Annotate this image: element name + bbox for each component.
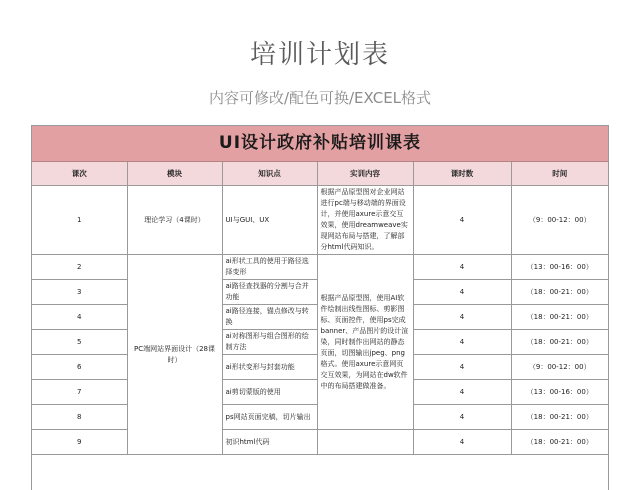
time-cell: （9：00-12：00）: [511, 355, 608, 380]
lesson-number: 3: [32, 280, 127, 305]
lesson-number: 1: [32, 186, 127, 255]
knowledge-cell: 初识html代码: [222, 430, 317, 455]
hours-cell: 4: [413, 380, 511, 405]
knowledge-cell: ai路径连接，锚点修改与转换: [222, 305, 317, 330]
knowledge-cell: ai对称图形与组合图形的绘制方法: [222, 330, 317, 355]
hours-cell: 4: [413, 330, 511, 355]
hours-cell: 4: [413, 280, 511, 305]
lesson-number: 6: [32, 355, 127, 380]
time-cell: （9：00-12：00）: [511, 186, 608, 255]
practice-cell: 根据产品原型图，使用AI软件绘制出线性图标、剪影图标、页面控件，使用ps完成banner、产品图片的设计渲染，同时制作出网站的静态页面，切图输出jpeg、png格式。使用axure示意网页交互效果，为网站在dw软件中的布局搭建做准备。: [317, 255, 413, 430]
lesson-number: 2: [32, 255, 127, 280]
table-row: [32, 186, 608, 255]
header-practice: 实训内容: [317, 162, 413, 186]
knowledge-cell: ps网站页面完稿，切片输出: [222, 405, 317, 430]
lesson-number: 5: [32, 330, 127, 355]
table-row: [32, 255, 608, 280]
hours-cell: 4: [413, 405, 511, 430]
practice-cell: [317, 430, 413, 455]
module-cell: PC端网站界面设计（28课时）: [127, 255, 222, 455]
module-cell: 理论学习（4课时）: [127, 186, 222, 255]
practice-cell: 根据产品原型图对企业网站进行pc端与移动端的界面设计，并使用axure示意交互效果，使用dreamweave实现网站布局与搭建，了解部分html代码知识。: [317, 186, 413, 255]
schedule-sheet: [31, 125, 609, 490]
header-module: 模块: [127, 162, 222, 186]
knowledge-cell: UI与GUI、UX: [222, 186, 317, 255]
time-cell: （18：00-21：00）: [511, 305, 608, 330]
header-time: 时间: [511, 162, 608, 186]
table-row: [32, 430, 608, 455]
time-cell: （13：00-16：00）: [511, 255, 608, 280]
time-cell: （13：00-16：00）: [511, 380, 608, 405]
schedule-table: [32, 162, 608, 455]
knowledge-cell: ai路径查找器的分割与合并功能: [222, 280, 317, 305]
lesson-number: 4: [32, 305, 127, 330]
header-knowledge: 知识点: [222, 162, 317, 186]
time-cell: （18：00-21：00）: [511, 430, 608, 455]
table-banner: UI设计政府补贴培训课表: [32, 126, 608, 162]
lesson-number: 9: [32, 430, 127, 455]
hours-cell: 4: [413, 355, 511, 380]
hours-cell: 4: [413, 255, 511, 280]
knowledge-cell: ai剪切蒙版的使用: [222, 380, 317, 405]
knowledge-cell: ai形状变形与封套功能: [222, 355, 317, 380]
lesson-number: 8: [32, 405, 127, 430]
header-hours: 课时数: [413, 162, 511, 186]
lesson-number: 7: [32, 380, 127, 405]
page-subtitle: 内容可修改/配色可换/EXCEL格式: [208, 89, 432, 107]
header-row: [32, 162, 608, 186]
hours-cell: 4: [413, 430, 511, 455]
time-cell: （18：00-21：00）: [511, 330, 608, 355]
header-lesson: 课次: [32, 162, 127, 186]
hours-cell: 4: [413, 305, 511, 330]
hours-cell: 4: [413, 186, 511, 255]
page-title: 培训计划表: [249, 40, 390, 70]
time-cell: （18：00-21：00）: [511, 280, 608, 305]
time-cell: （18：00-21：00）: [511, 405, 608, 430]
knowledge-cell: ai形状工具的使用于路径选择变形: [222, 255, 317, 280]
